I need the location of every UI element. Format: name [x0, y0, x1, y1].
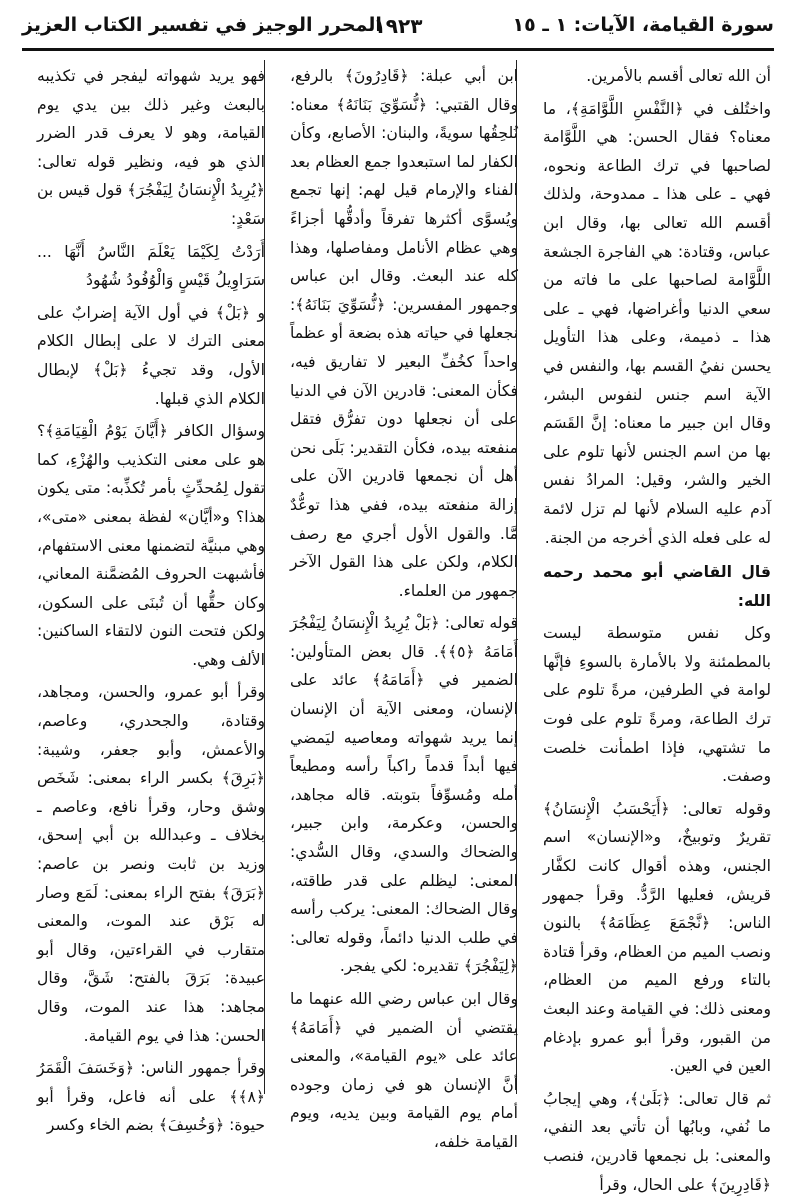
book-title: المحرر الوجيز في تفسير الكتاب العزيز — [22, 14, 382, 36]
paragraph: وقال ابن عباس رضي الله عنهما ما يقتضي أن الضمير في ﴿أَمَامَهُ﴾ عائد على «يوم القيامة»، والمعنى أنَّ الإنسان هو في زمان وجوده أمام يوم القيامة وبين يديه، ويوم القيامة خلفه، — [290, 990, 518, 1151]
paragraph: وقرأ أبو عمرو، والحسن، ومجاهد، وقتادة، والجحدري، وعاصم، والأعمش، وأبو جعفر، وشيبة: ﴿بَرِقَ﴾ بكسر الراء بمعنى: شَخَص وشق وحار، وقرأ نافع، وعاصم ـ بخلاف ـ وعبدالله بن أبي إسحق، وزيد بن ثابت ونصر بن عاصم: ﴿بَرَقَ﴾ بفتح الراء بمعنى: لَمَع وصار له بَرْق عند الموت، والمعنى متقارب في القراءتين، وقال أبو عبيدة: بَرَقَ بالفتح: شَقَّ، وقال مجاهد: هذا عند الموت، وقال الحسن: هذا في يوم القيامة. — [37, 683, 265, 1045]
paragraph: وقوله تعالى: ﴿أَيَحْسَبُ الْإِنسَانُ﴾ تقريرٌ وتوبيخٌ، و«الإنسان» اسم الجنس، وهذه أقوال كانت لكفَّار قريش، فعليها الرَّدُّ. وقرأ جمهور الناس: ﴿نَّجْمَعَ عِظَامَهُ﴾ بالنون ونصب الميم من العظام، وقرأ قتادة بالتاء ورفع الميم من العظام، ومعنى ذلك: في القيامة وعند البعث من القبور، وقرأ أبو عمرو بإدغام العين في العين. — [543, 799, 771, 1076]
column-middle — [290, 62, 518, 1151]
paragraph: ثم قال تعالى: ﴿بَلَىٰ﴾، وهي إيجابُ ما نُفي، وبابُها أن تأتي بعد النفي، والمعنى: بل نجمعها قادرين، فنصب ﴿قَادِرِينَ﴾ على الحال، وقرأ — [543, 1089, 771, 1194]
poetry-verse: أَرَدْتُ لِكَيْمَا يَعْلَمَ النَّاسُ أَنَّهَا ... سَرَاوِيلُ قَيْسٍ وَالْوُفُودُ شُهُودُ — [37, 242, 265, 290]
section-heading: قال القاضي أبو محمد رحمه الله: — [543, 563, 771, 610]
paragraph: وكل نفس متوسطة ليست بالمطمئنة ولا بالأمارة بالسوءِ فإنَّها لوامة في الطرفين، مرةً تلوم على ترك الطاعة، ومرةً تلوم على فوت ما تشتهي، فإذا اطمأنت خلصت وصفت. — [543, 624, 771, 786]
paragraph: قوله تعالى: ﴿بَلْ يُرِيدُ الْإِنسَانُ لِيَفْجُرَ أَمَامَهُ ﴿٥﴾﴾. قال بعض المتأولين: الضمير في ﴿أَمَامَهُ﴾ عائد على الإنسان، ومعنى الآية أن الإنسان إنما يريد شهواته ومعاصيه ليَمضي فيها أبداً قدماً راكباً رأسه ومطيعاً أمله ومُسوِّفاً بتوبته. قاله مجاهد، والحسن، وعكرمة، وابن جبير، والضحاك والسدي، وقال السُّدي: المعنى: ليظلم على قدر طاقته، وقال الضحاك: المعنى: يركب رأسه في طلب الدنيا دائماً، وقوله تعالى: ﴿لِيَفْجُرَ﴾ تقديره: لكي يفجر. — [290, 614, 518, 976]
page-number: ١٩٢٣ — [373, 14, 423, 38]
header-rule — [22, 48, 774, 51]
surah-title: سورة القيامة، الآيات: ١ ـ ١٥ — [512, 14, 774, 36]
paragraph: أن الله تعالى أقسم بالأمرين. — [586, 67, 771, 85]
page-header — [22, 8, 774, 48]
paragraph: وسؤال الكافر ﴿أَيَّانَ يَوْمُ الْقِيَامَةِ﴾؟ هو على معنى التكذيب والهُزْءِ، كما تقول لِمُحدِّثٍ بأمر تُكذِّبه: متى يكون هذا؟ و«أيَّان» لفظة بمعنى «متى»، وهي مبنيَّة لتضمنها معنى الاستفهام، فأشبهت الحروف المُضمَّنة المعاني، وكان حقُّها أن تُبنَى على السكون، ولكن فتحت النون لالتقاء الساكنين: الألف وهي. — [37, 422, 265, 669]
paragraph: وقرأ جمهور الناس: ﴿وَخَسَفَ الْقَمَرُ ﴿٨﴾﴾ على أنه فاعل، وقرأ أبو حيوة: ﴿وَخُسِفَ﴾ بضم الخاء وكسر — [37, 1059, 265, 1135]
paragraph: و ﴿بَلْ﴾ في أول الآية إضرابٌ على معنى الترك لا على إبطال الكلام الأول، وقد تجيءُ ﴿بَلْ﴾ لإبطال الكلام الذي قبلها. — [37, 303, 265, 408]
column-right — [543, 62, 771, 1194]
paragraph: واختُلف في ﴿النَّفْسِ اللَّوَّامَةِ﴾، ما معناه؟ فقال الحسن: هي اللَّوَّامة لصاحبها في ترك الطاعة ونحوه، فهي ـ على هذا ـ ممدوحة، ولذلك أقسم الله تعالى بها، وقال ابن عباس، وقتادة: هي الفاجرة الجشعة اللَّوَّامة لصاحبها على ما فاته من سعي الدنيا وأغراضها، فهي ـ على هذا ـ ذميمة، وعلى هذا التأويل يحسن نفيُ القسم بها، والنفس في الآية اسم جنس لنفوس البشر، وقال ابن جبير ما معناه: إنَّ القَسَم بها من اسم الجنس لأنها تلوم على الخير والشر، وقيل: المرادُ نفس آدم عليه السلام لأنها لم تزل لائمة له على فعله الذي أخرجه من الجنة. — [543, 99, 771, 547]
paragraph: فهو يريد شهواته ليفجر في تكذيبه بالبعث وغير ذلك بين يدي يوم القيامة، وهو لا يعرف قدر الضرر الذي هو فيه، ونظير قوله تعالى: ﴿يُرِيدُ الْإِنسَانُ لِيَفْجُرَ﴾ قول قيس بن سَعْدٍ: — [37, 67, 265, 228]
column-left — [37, 62, 265, 1135]
paragraph: ابن أبي عبلة: ﴿قَادِرُونَ﴾ بالرفع، وقال القتبي: ﴿نُّسَوِّيَ بَنَانَهُ﴾ معناه: نُلحِقُها سويةً، والبنان: الأصابع، وكأن الكفار لما استبعدوا جمع العظام بعد الفناء والإرمام قيل لهم: إنها تجمع ويُسوَّى أكثرها تفرقاً وأدقُّها أجزاءً وهي عظام الأنامل ومفاصلها، وهذا كله عند البعث. وقال ابن عباس وجمهور المفسرين: ﴿نُّسَوِّيَ بَنَانَهُ﴾: نجعلها في حياته هذه بضعة أو عظماً واحداً كخُفِّ البعير لا تفاريق فيه، فكأن المعنى: قادرين الآن في الدنيا على أن نجعلها دون تفرُّق فتقل منفعته بيده، فكأن التقدير: بَلَى نحن أهل أن نجمعها قادرين الآن على إزالة منفعته بيده، ففي هذا توعُّدٌ مَّا. والقول الأول أجري مع رصف الكلام، ولكن على هذا القول الآخر جمهور من العلماء. — [290, 67, 518, 600]
